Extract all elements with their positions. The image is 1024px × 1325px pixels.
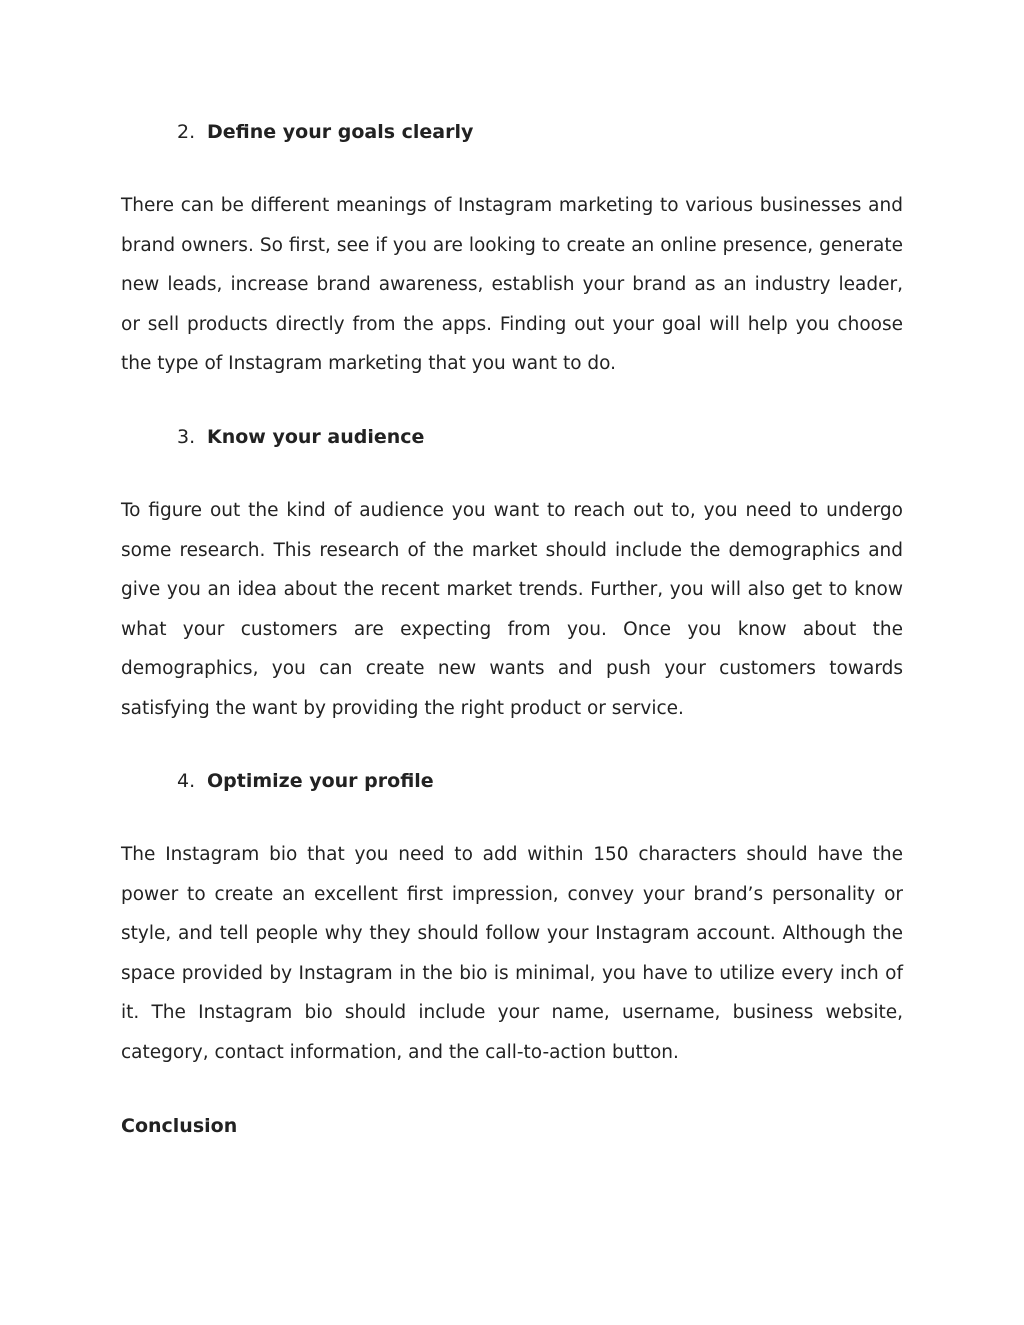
section-title: Optimize your profile xyxy=(207,770,434,792)
section-number: 3. xyxy=(177,426,196,448)
section-title: Define your goals clearly xyxy=(207,121,474,143)
section-number: 2. xyxy=(177,121,196,143)
section-number: 4. xyxy=(177,770,196,792)
section-paragraph-profile: The Instagram bio that you need to add within 150 characters should have the power to create an excellent first impression, convey your brand’s personality or style, and tell people why they should follow your Instagram account. Although the space provided by Instagram in the bio is minimal, you have to utilize every inch of it. The Instagram bio should include your name, username, business website, category, contact information, and the call-to-action button. xyxy=(121,844,903,1063)
section-title: Know your audience xyxy=(207,426,425,448)
section-heading-profile xyxy=(177,769,434,793)
section-paragraph-audience: To figure out the kind of audience you want to reach out to, you need to undergo some research. This research of the market should include the demographics and give you an idea about the recent market trends. Further, you will also get to know what your customers are expecting from you. Once you know about the demographics, you can create new wants and push your customers towards satisfying the want by providing the right product or service. xyxy=(121,500,903,719)
section-heading-goals xyxy=(177,120,473,144)
section-heading-audience xyxy=(177,425,424,449)
conclusion-heading: Conclusion xyxy=(121,1115,238,1137)
section-paragraph-goals: There can be different meanings of Instagram marketing to various businesses and brand owners. So first, see if you are looking to create an online presence, generate new leads, increase brand awareness, establish your brand as an industry leader, or sell products directly from the apps. Finding out your goal will help you choose the type of Instagram marketing that you want to do. xyxy=(121,195,903,375)
